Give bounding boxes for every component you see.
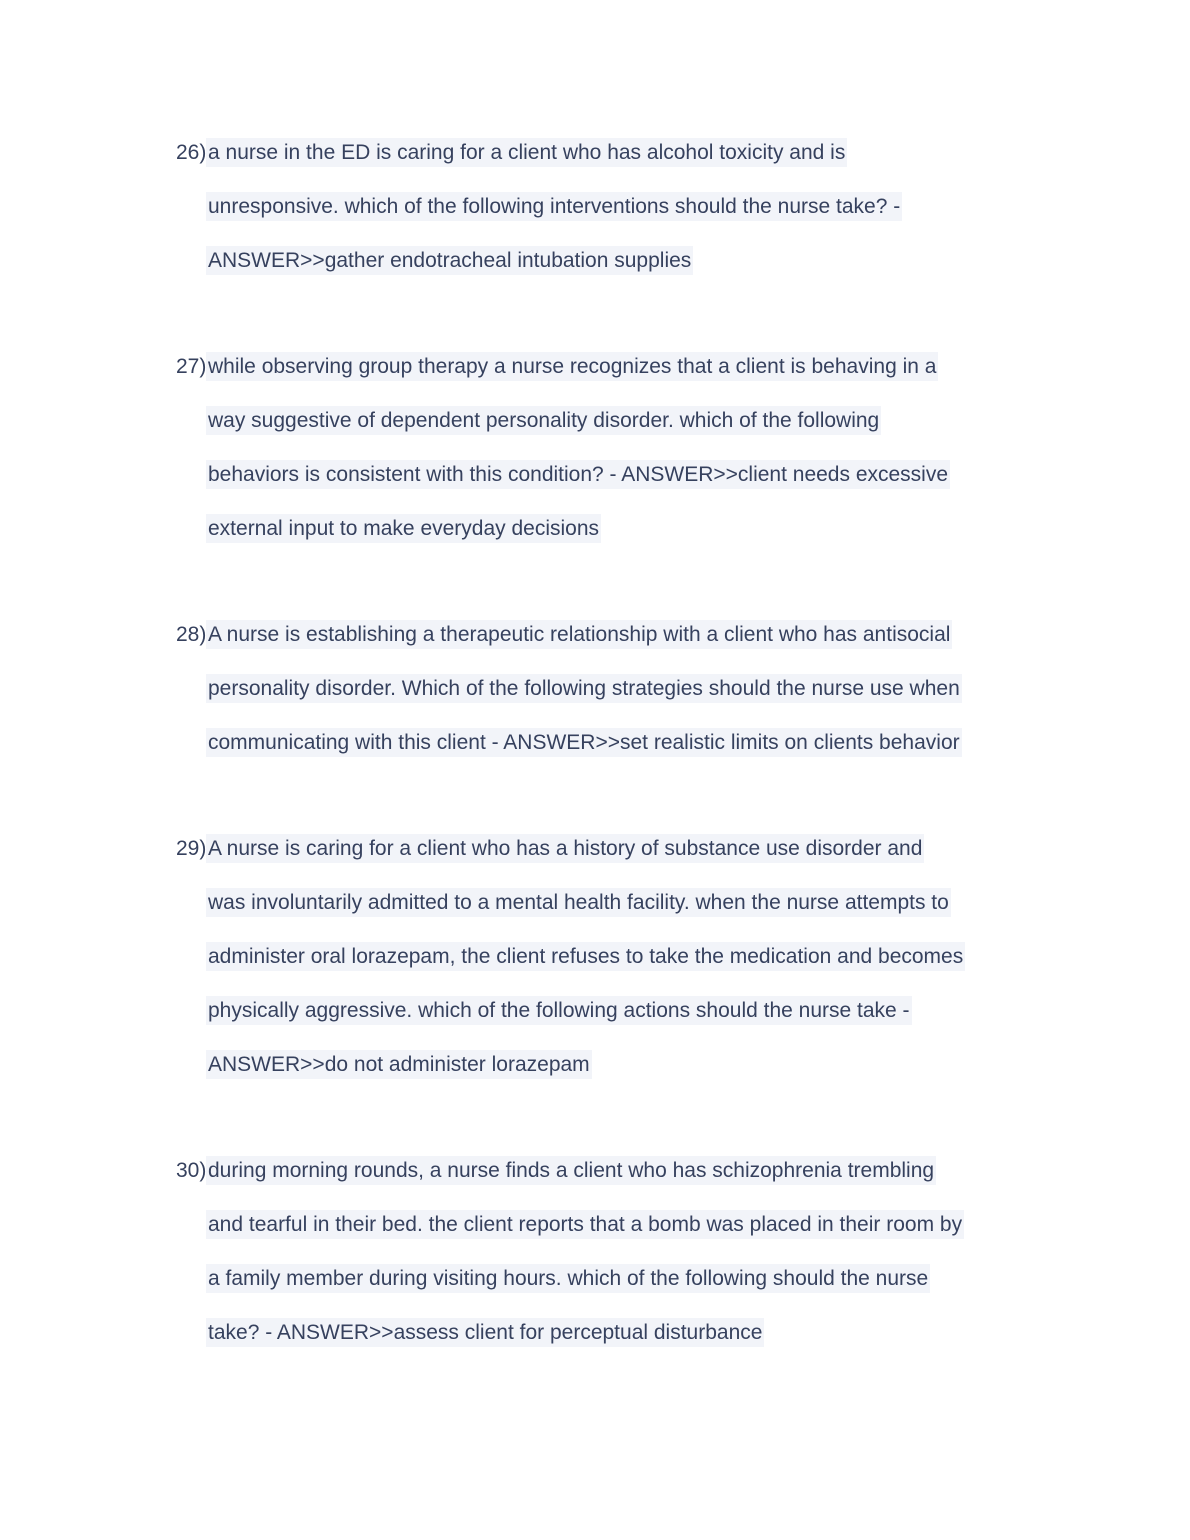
question-line xyxy=(208,1252,1130,1306)
question-item-30 xyxy=(176,1144,1130,1360)
question-line xyxy=(176,126,1130,180)
highlighted-text: ANSWER>>do not administer lorazepam xyxy=(206,1050,592,1079)
question-number: 29) xyxy=(176,837,207,860)
highlighted-text: ANSWER>>gather endotracheal intubation supplies xyxy=(206,246,693,275)
highlighted-text: while observing group therapy a nurse recognizes that a client is behaving in a xyxy=(206,352,938,381)
question-line xyxy=(208,930,1130,984)
question-line xyxy=(176,1144,1130,1198)
highlighted-text: a nurse in the ED is caring for a client who has alcohol toxicity and is xyxy=(206,138,847,167)
highlighted-text: communicating with this client - ANSWER>>set realistic limits on clients behavior xyxy=(206,728,962,757)
question-line xyxy=(208,876,1130,930)
question-line xyxy=(176,340,1130,394)
question-line xyxy=(208,394,1130,448)
question-line xyxy=(176,608,1130,662)
question-number: 30) xyxy=(176,1159,207,1182)
highlighted-text: and tearful in their bed. the client reports that a bomb was placed in their room by xyxy=(206,1210,964,1239)
highlighted-text: external input to make everyday decisions xyxy=(206,514,601,543)
question-line xyxy=(208,502,1130,556)
highlighted-text: take? - ANSWER>>assess client for perceptual disturbance xyxy=(206,1318,764,1347)
highlighted-text: physically aggressive. which of the following actions should the nurse take - xyxy=(206,996,912,1025)
highlighted-text: way suggestive of dependent personality disorder. which of the following xyxy=(206,406,881,435)
question-line xyxy=(208,1198,1130,1252)
question-item-28 xyxy=(176,608,1130,770)
question-line xyxy=(176,822,1130,876)
highlighted-text: behaviors is consistent with this condition? - ANSWER>>client needs excessive xyxy=(206,460,950,489)
highlighted-text: A nurse is caring for a client who has a history of substance use disorder and xyxy=(206,834,924,863)
question-line xyxy=(208,1038,1130,1092)
question-line xyxy=(208,984,1130,1038)
question-line xyxy=(208,716,1130,770)
highlighted-text: a family member during visiting hours. which of the following should the nurse xyxy=(206,1264,930,1293)
highlighted-text: personality disorder. Which of the following strategies should the nurse use when xyxy=(206,674,962,703)
question-number: 27) xyxy=(176,355,207,378)
question-line xyxy=(208,1306,1130,1360)
highlighted-text: unresponsive. which of the following interventions should the nurse take? - xyxy=(206,192,902,221)
question-line xyxy=(208,234,1130,288)
question-line xyxy=(208,662,1130,716)
question-item-29 xyxy=(176,822,1130,1092)
question-line xyxy=(208,448,1130,502)
question-item-27 xyxy=(176,340,1130,556)
highlighted-text: during morning rounds, a nurse finds a client who has schizophrenia trembling xyxy=(206,1156,936,1185)
highlighted-text: was involuntarily admitted to a mental health facility. when the nurse attempts to xyxy=(206,888,951,917)
highlighted-text: A nurse is establishing a therapeutic relationship with a client who has antisocial xyxy=(206,620,952,649)
question-item-26 xyxy=(176,126,1130,288)
question-number: 28) xyxy=(176,623,207,646)
highlighted-text: administer oral lorazepam, the client refuses to take the medication and becomes xyxy=(206,942,965,971)
question-number: 26) xyxy=(176,141,207,164)
question-line xyxy=(208,180,1130,234)
